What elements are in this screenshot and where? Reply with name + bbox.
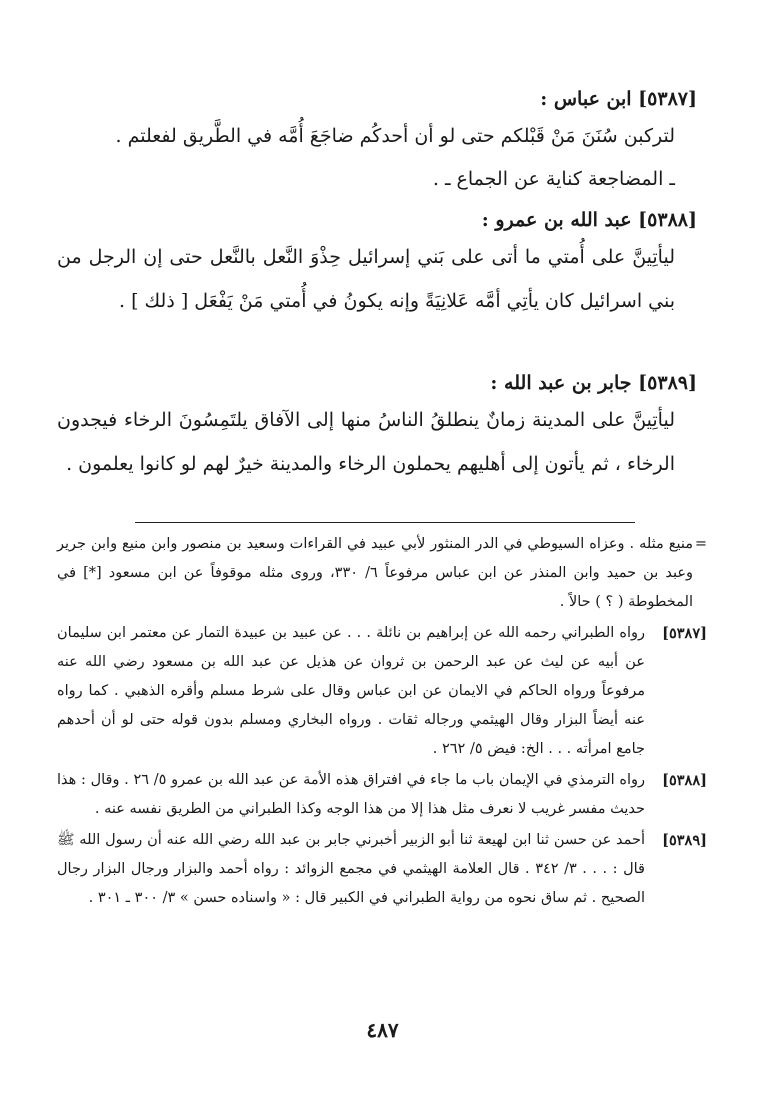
footnote-text: رواه الترمذي في الإيمان باب ما جاء في افتراق هذه الأمة عن عبد الله بن عمرو ٥/ ٢٦ . وقال : هذا حديث مفسر غريب لا نعرف مثل هذا إلا من هذا الوجه وكذا الطبراني من الطريق نفسه عنه .	[57, 772, 646, 817]
entry-number: [٥٣٨٨]	[638, 209, 697, 231]
footnote-divider	[135, 522, 635, 523]
footnote-continuation	[57, 530, 707, 617]
entry-narrator: ابن عباس :	[540, 88, 632, 110]
entry-number: [٥٣٨٧]	[638, 88, 697, 110]
entry-text	[57, 114, 697, 200]
page-number: ٤٨٧	[366, 1018, 399, 1042]
hadith-entry-5389	[57, 368, 697, 486]
entry-heading	[57, 84, 697, 114]
footnote-5388	[57, 766, 707, 824]
footnote-text: أحمد عن حسن ثنا ابن لهيعة ثنا أبو الزبير أخبرني جابر بن عبد الله رضي الله عنه أن رسول الله ﷺ قال : . . . ٣/ ٣٤٢ . قال العلامة الهيثمي في مجمع الزوائد : رواه أحمد والبزار ورجال البزار رجال الصحيح . ثم ساق نحوه من رواية الطبراني في الكبير قال : « واسناده حسن » ٣/ ٣٠٠ ـ ٣٠١ .	[57, 832, 645, 906]
footnote-5387	[57, 619, 707, 764]
hadith-text: لتركبن سُنَنَ مَنْ قَبْلكم حتى لو أن أحدكُم ضاجَعَ أُمَّه في الطَّريق لفعلتم .	[115, 125, 675, 147]
hadith-entry-5388	[57, 205, 697, 323]
entry-narrator: عبد الله بن عمرو :	[481, 209, 632, 231]
footnote-5389	[57, 826, 707, 913]
footnote-text: رواه الطبراني رحمه الله عن إبراهيم بن نائلة . . . عن عبيد بن عبيدة التمار عن معتمر ابن سليمان عن أبيه عن ليث عن عبد الرحمن بن ثروان عن هذيل عن عبد الله بن مسعود رضي الله عنه مرفوعاً ورواه الحاكم في الايمان عن ابن عباس وقال على شرط مسلم وأقره الذهبي . كما رواه عنه أيضاً البزار وقال الهيثمي ورجاله ثقات . ورواه البخاري ومسلم بدون قوله حتى لو أن أحدهم جامع امرأته . . . الخ: فيض ٥/ ٢٦٢ .	[57, 625, 645, 757]
entry-text	[57, 235, 697, 323]
entry-text	[57, 398, 697, 486]
entry-heading	[57, 205, 697, 235]
footnote-number: [٥٣٨٨]	[662, 772, 707, 789]
entry-number: [٥٣٨٩]	[638, 372, 697, 394]
entry-narrator: جابر بن عبد الله :	[490, 372, 632, 394]
footnote-number: [٥٣٨٩]	[662, 832, 707, 849]
footnotes	[57, 530, 707, 915]
hadith-text: ليأتِينَّ على المدينة زمانٌ ينطلقُ الناسُ منها إلى الآفاق يلتَمِسُونَ الرخاء فيجدون الرخاء ، ثم يأتون إلى أهليهم يحملون الرخاء والمدينة خيرٌ لهم لو كانوا يعلمون .	[57, 409, 675, 475]
entry-heading	[57, 368, 697, 398]
footnote-number: [٥٣٨٧]	[662, 625, 707, 642]
hadith-text: ليأتِينَّ على أُمتي ما أتى على بَني إسرائيل حِذْوَ النَّعل بالنَّعل حتى إن الرجل من بني اسرائيل كان يأتِي أمَّه عَلانِيَةً وإنه يكونُ في أُمتي مَنْ يَفْعَل [ ذلك ] .	[57, 246, 675, 312]
hadith-note: ـ المضاجعة كناية عن الجماع ـ .	[432, 168, 675, 190]
hadith-entry-5387	[57, 84, 697, 200]
footnote-marker: =	[694, 536, 707, 552]
footnote-text: منيع مثله . وعزاه السيوطي في الدر المنثور لأبي عبيد في القراءات وسعيد بن منصور وابن منيع وابن جرير وعبد بن حميد وابن المنذر عن ابن عباس مرفوعاً ٦/ ٣٣٠، وروى مثله موقوفاً عن ابن مسعود [*] في المخطوطة ( ؟ ) حالاً .	[57, 536, 693, 610]
